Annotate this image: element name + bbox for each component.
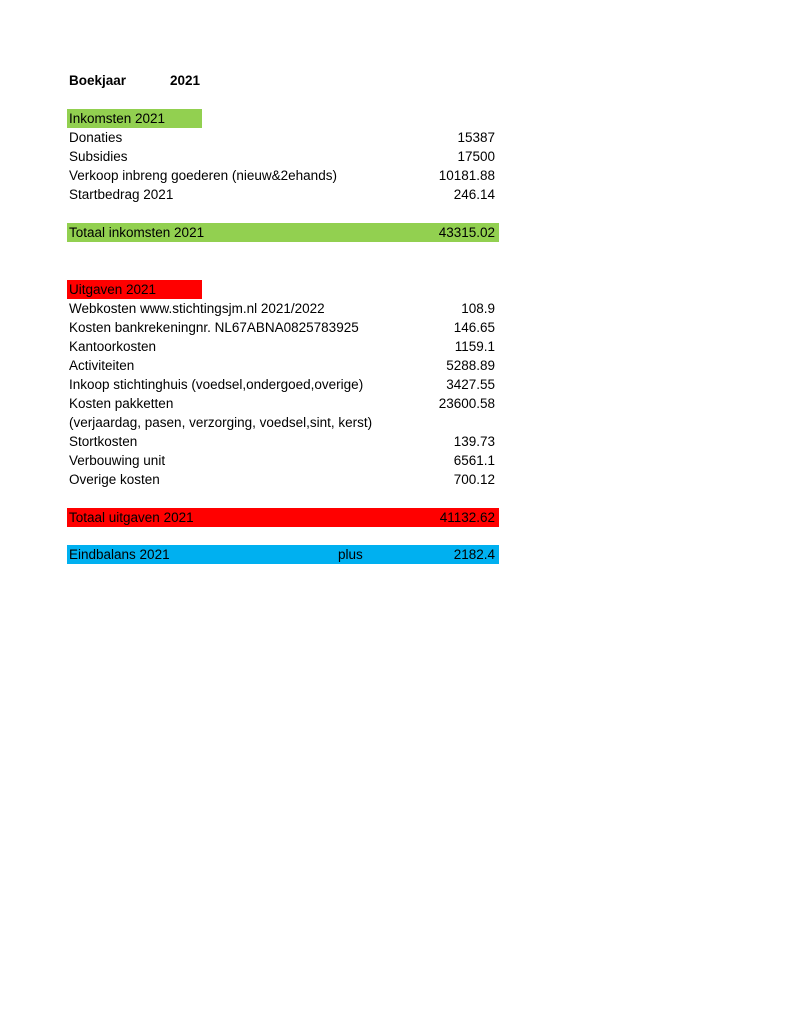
expenses-total-label: Totaal uitgaven 2021 xyxy=(69,510,194,525)
expense-row-label: Inkoop stichtinghuis (voedsel,ondergoed,overige) xyxy=(69,377,364,392)
heading-year: 2021 xyxy=(170,73,201,88)
income-row-label: Verkoop inbreng goederen (nieuw&2ehands) xyxy=(69,168,337,183)
expense-row xyxy=(67,432,499,451)
income-row-amount: 15387 xyxy=(457,130,495,145)
income-title: Inkomsten 2021 xyxy=(69,111,166,126)
income-row-amount: 246.14 xyxy=(453,187,495,202)
expense-row-label: Webkosten www.stichtingsjm.nl 2021/2022 xyxy=(69,301,325,316)
income-row xyxy=(67,147,499,166)
expense-row-amount: 5288.89 xyxy=(446,358,495,373)
expense-row-label: Activiteiten xyxy=(69,358,135,373)
expense-row-label: (verjaardag, pasen, verzorging, voedsel,sint, kerst) xyxy=(69,415,373,430)
balance-note: plus xyxy=(338,547,363,562)
income-row xyxy=(67,166,499,185)
income-row-label: Donaties xyxy=(69,130,123,145)
expense-row-amount: 1159.1 xyxy=(454,339,495,354)
expense-row-label: Verbouwing unit xyxy=(69,453,166,468)
income-row xyxy=(67,128,499,147)
expense-row-amount: 108.9 xyxy=(461,301,495,316)
expense-row xyxy=(67,394,499,413)
expense-row xyxy=(67,413,499,432)
expense-row-amount: 3427.55 xyxy=(446,377,495,392)
income-row-amount: 17500 xyxy=(457,149,495,164)
expense-row-label: Kantoorkosten xyxy=(69,339,157,354)
expense-row-amount: 139.73 xyxy=(453,434,495,449)
expense-row-amount: 146.65 xyxy=(453,320,495,335)
expenses-total-row xyxy=(67,508,499,527)
income-section-header xyxy=(67,109,202,128)
expenses-total-amount: 41132.62 xyxy=(439,510,495,525)
income-row-amount: 10181.88 xyxy=(438,168,495,183)
expense-row xyxy=(67,356,499,375)
expense-row xyxy=(67,451,499,470)
income-total-amount: 43315.02 xyxy=(438,225,495,240)
balance-amount: 2182.4 xyxy=(453,547,495,562)
expense-row-label: Stortkosten xyxy=(69,434,138,449)
expense-row-label: Kosten bankrekeningnr. NL67ABNA0825783925 xyxy=(69,320,359,335)
expense-row xyxy=(67,337,499,356)
expense-row xyxy=(67,470,499,489)
expense-row-amount: 700.12 xyxy=(453,472,495,487)
income-total-row xyxy=(67,223,499,242)
expense-row xyxy=(67,375,499,394)
expense-row xyxy=(67,299,499,318)
expense-row-amount: 6561.1 xyxy=(453,453,495,468)
expense-row-label: Kosten pakketten xyxy=(69,396,174,411)
income-row-label: Startbedrag 2021 xyxy=(69,187,174,202)
income-row-label: Subsidies xyxy=(69,149,128,164)
expense-row-amount: 23600.58 xyxy=(438,396,495,411)
income-row xyxy=(67,185,499,204)
balance-row xyxy=(67,545,499,564)
expenses-title: Uitgaven 2021 xyxy=(69,282,157,297)
balance-label: Eindbalans 2021 xyxy=(69,547,170,562)
income-total-label: Totaal inkomsten 2021 xyxy=(69,225,205,240)
heading-label: Boekjaar xyxy=(69,73,127,88)
expense-row-label: Overige kosten xyxy=(69,472,160,487)
expense-row xyxy=(67,318,499,337)
expenses-section-header xyxy=(67,280,202,299)
